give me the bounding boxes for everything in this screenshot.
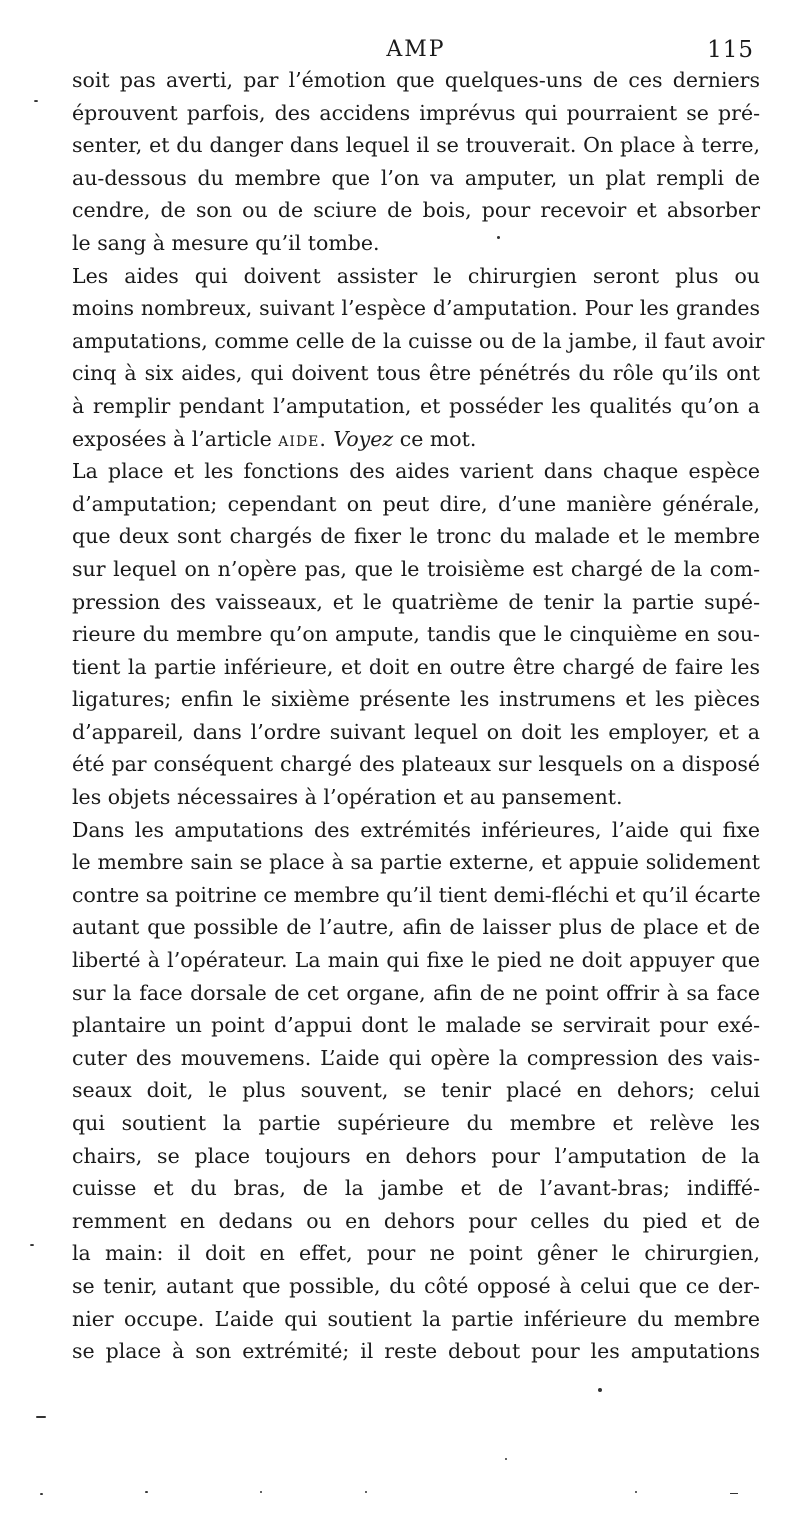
text-line: le sang à mesure qu’il tombe.	[72, 230, 380, 255]
text-line: liberté à l’opérateur. La main qui fixe le pied ne doit appuyer que	[72, 948, 760, 973]
paragraph-2	[72, 260, 765, 456]
text-line: la main: il doit en effet, pour ne point gêner le chirurgien,	[72, 1241, 760, 1266]
scan-speck	[36, 1416, 46, 1418]
cross-reference-term: aide.	[278, 426, 327, 451]
text-line: moins nombreux, suivant l’espèce d’amputation. Pour les grandes	[72, 296, 760, 321]
running-head	[72, 32, 760, 68]
text-line: au-dessous du membre que l’on va amputer, un plat rempli de	[72, 165, 760, 190]
text-line: sur lequel on n’opère pas, que le troisième est chargé de la com-	[72, 556, 760, 581]
text-line: cuter des mouvemens. L’aide qui opère la compression des vais-	[72, 1045, 760, 1070]
text-line: tient la partie inférieure, et doit en outre être chargé de faire les	[72, 654, 760, 679]
scan-speck	[40, 1493, 43, 1495]
text-line: nier occupe. L’aide qui soutient la partie inférieure du membre	[72, 1306, 760, 1331]
text-line: qui soutient la partie supérieure du membre et relève les	[72, 1111, 760, 1135]
text-line: contre sa poitrine ce membre qu’il tient demi-fléchi et qu’il écarte	[72, 882, 761, 907]
running-title: AMP	[386, 37, 446, 62]
text-line-with-cross-reference	[72, 423, 760, 456]
text-line: remment en dedans ou en dehors pour celles du pied et de	[72, 1208, 760, 1233]
text-line: Les aides qui doivent assister le chirurgien seront plus ou	[72, 263, 760, 288]
italic-voyez: Voyez	[326, 426, 394, 451]
page-number: 115	[707, 37, 754, 63]
body-text	[72, 64, 765, 1368]
text-line: autant que possible de l’autre, afin de laisser plus de place et de	[72, 915, 760, 940]
text-line: cuisse et du bras, de la jambe et de l’avant-bras; indiffé-	[72, 1176, 760, 1201]
text-line: que deux sont chargés de fixer le tronc du malade et le membre	[72, 524, 760, 549]
text-line: senter, et du danger dans lequel il se trouverait. On place à terre,	[72, 133, 760, 158]
text-line: chairs, se place toujours en dehors pour l’amputation de la	[72, 1143, 760, 1168]
text-line: pression des vaisseaux, et le quatrième de tenir la partie supé-	[72, 589, 760, 614]
scan-speck	[497, 236, 500, 239]
paragraph-3	[72, 455, 760, 814]
scan-speck	[34, 100, 38, 102]
text-line: se tenir, autant que possible, du côté opposé à celui que ce der-	[72, 1273, 760, 1298]
scan-speck	[30, 1244, 34, 1246]
paragraph-4	[72, 814, 760, 1368]
text-line: La place et les fonctions des aides varient dans chaque espèce	[72, 459, 760, 484]
text-line: été par conséquent chargé des plateaux sur lesquels on a disposé	[72, 752, 760, 777]
scan-speck	[145, 1491, 148, 1493]
text-line: plantaire un point d’appui dont le malade se servirait pour exé-	[72, 1013, 760, 1038]
text-line: le membre sain se place à sa partie externe, et appuie solidement	[72, 850, 760, 875]
text-line: rieure du membre qu’on ampute, tandis que le cinquième en sou-	[72, 622, 760, 647]
text-line: éprouvent parfois, des accidens imprévus qui pourraient se pré-	[72, 100, 760, 125]
scan-speck	[730, 1493, 738, 1494]
scan-speck	[365, 1491, 367, 1493]
text-line: se place à son extrémité; il reste debout pour les amputations	[72, 1339, 760, 1364]
text-line: seaux doit, le plus souvent, se tenir placé en dehors; celui	[72, 1078, 760, 1103]
text-line: amputations, comme celle de la cuisse ou de la jambe, il faut avoir	[72, 328, 765, 353]
text-run: ce mot.	[393, 426, 477, 451]
text-run: exposées à l’article	[72, 426, 279, 451]
text-line: soit pas averti, par l’émotion que quelques-uns de ces derniers	[72, 68, 760, 92]
text-line: les objets nécessaires à l’opération et au pansement.	[72, 785, 623, 810]
scan-speck	[505, 1458, 507, 1460]
scan-speck	[260, 1491, 262, 1493]
paragraph-1	[72, 64, 760, 260]
scan-speck	[635, 1491, 637, 1493]
text-line: à remplir pendant l’amputation, et posséder les qualités qu’on a	[72, 393, 760, 418]
scan-speck	[598, 1388, 602, 1392]
text-line: d’amputation; cependant on peut dire, d’une manière générale,	[72, 491, 760, 516]
text-line: Dans les amputations des extrémités inférieures, l’aide qui fixe	[72, 817, 760, 842]
text-line: sur la face dorsale de cet organe, afin de ne point offrir à sa face	[72, 980, 760, 1005]
text-line: cinq à six aides, qui doivent tous être pénétrés du rôle qu’ils ont	[72, 361, 760, 386]
text-line: ligatures; enfin le sixième présente les instrumens et les pièces	[72, 687, 760, 712]
text-line: cendre, de son ou de sciure de bois, pour recevoir et absorber	[72, 198, 760, 223]
text-line: d’appareil, dans l’ordre suivant lequel on doit les employer, et a	[72, 719, 760, 744]
